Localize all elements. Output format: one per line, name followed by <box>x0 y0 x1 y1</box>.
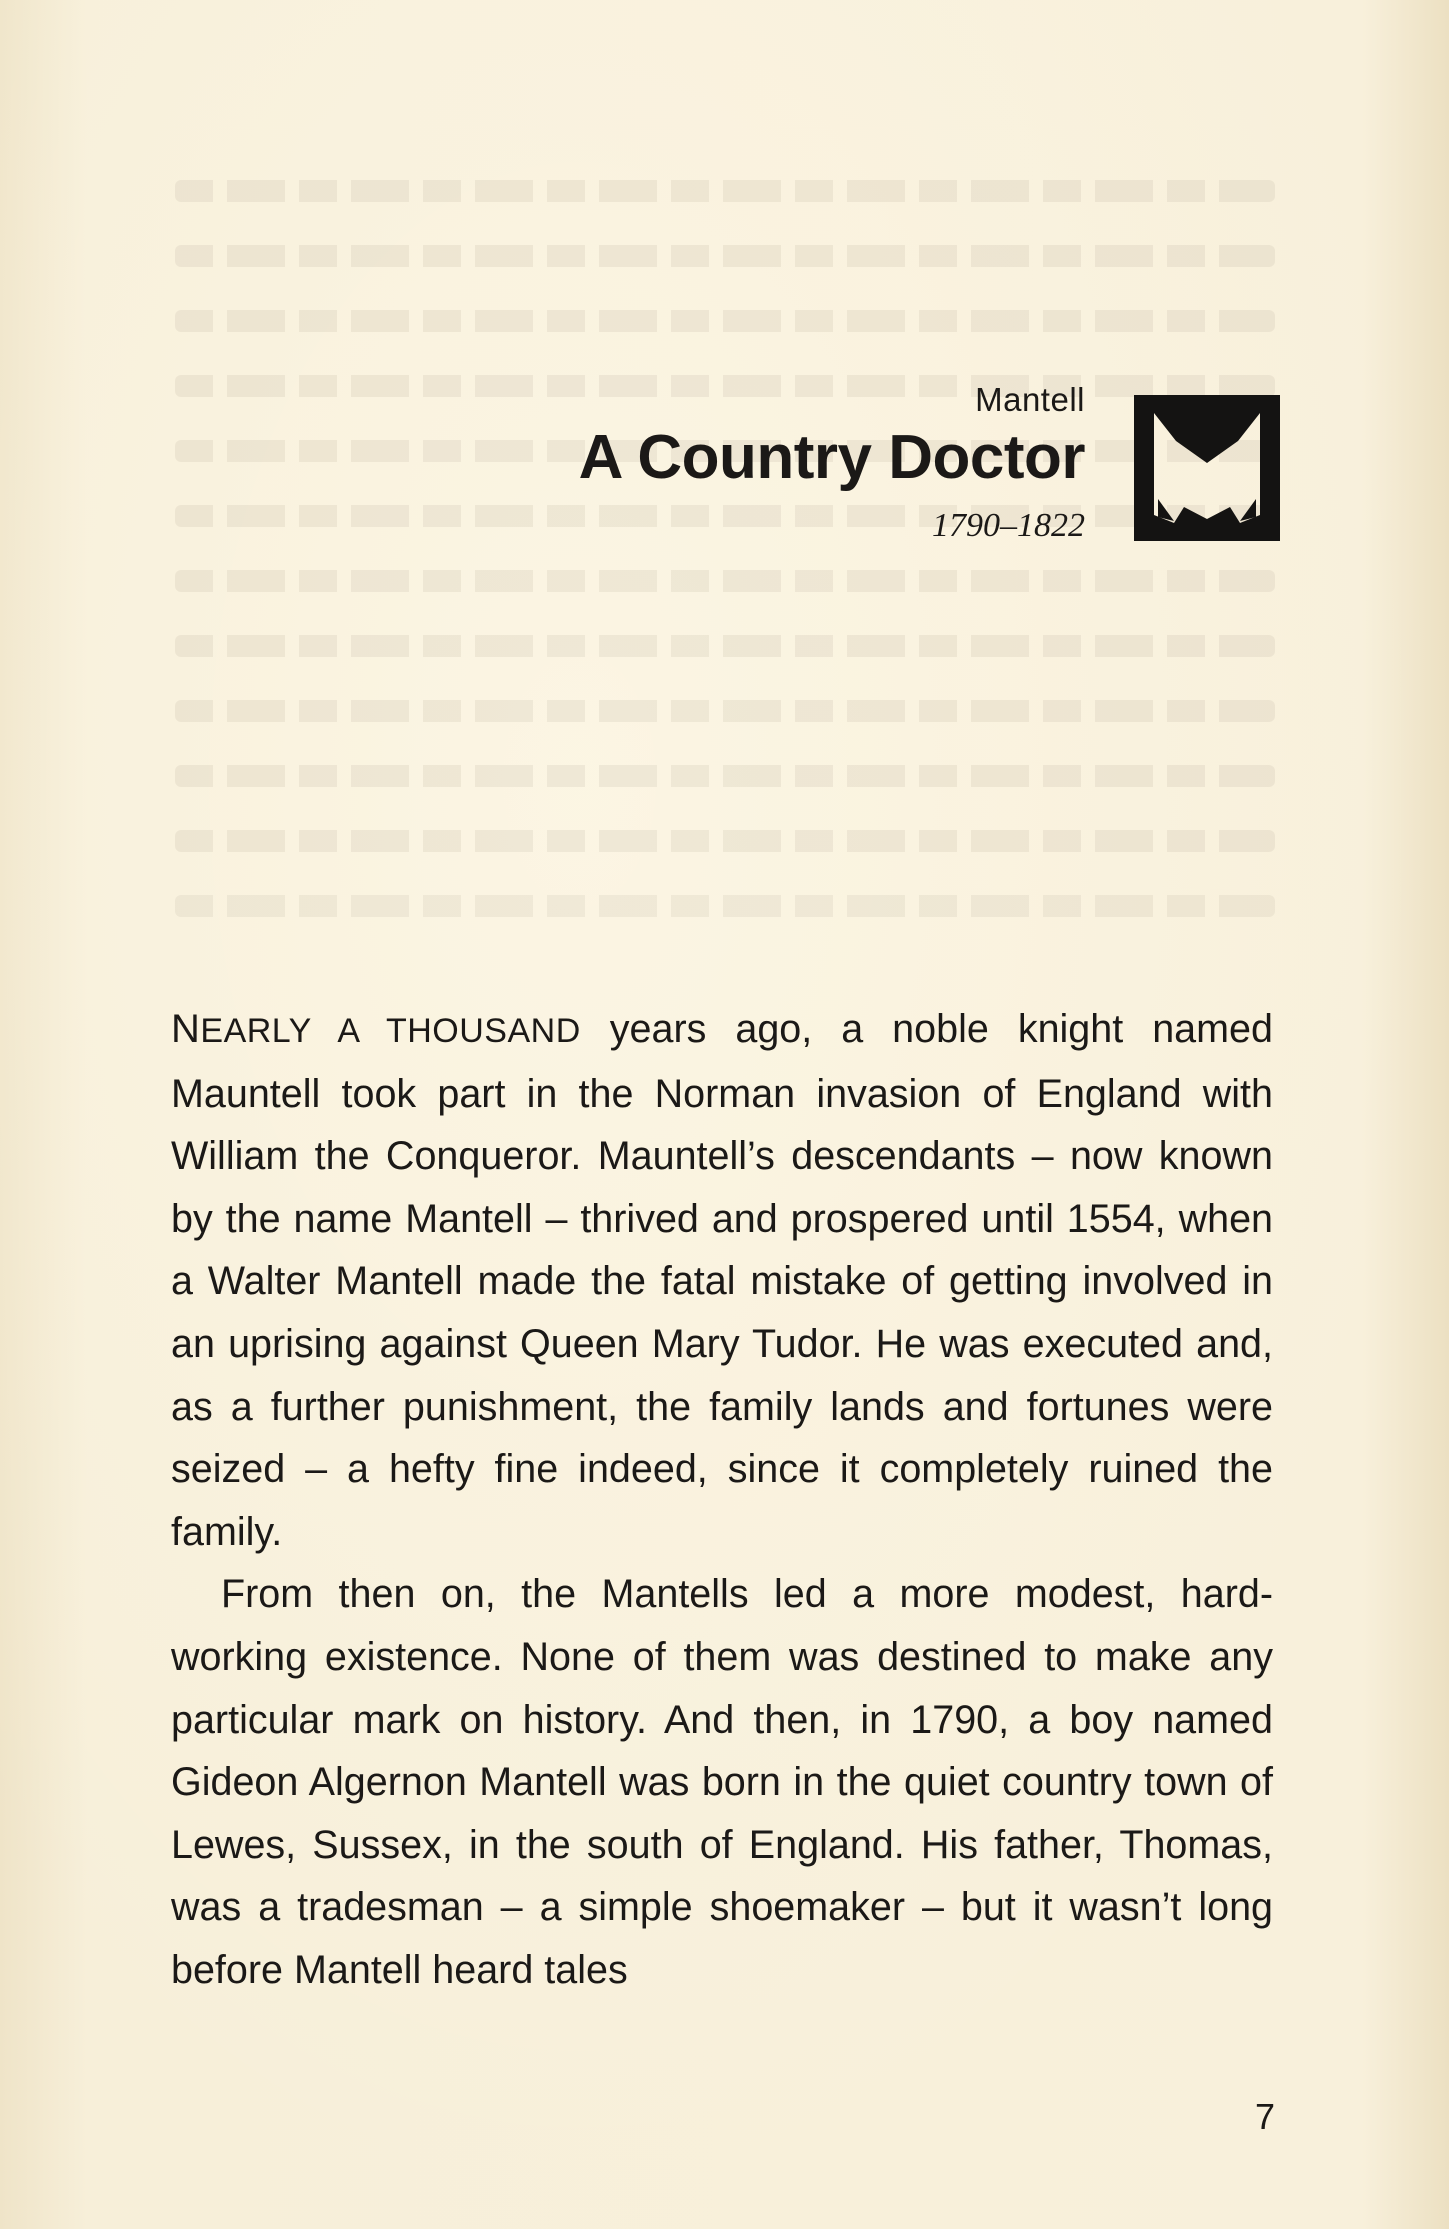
chapter-header <box>579 380 1085 546</box>
opening-small-caps: NEARLY A THOUSAND <box>171 1007 581 1051</box>
chapter-title: A Country Doctor <box>578 423 1085 492</box>
chapter-body <box>171 998 1273 2002</box>
paragraph-2: From then on, the Mantells led a more modest, hard-working existence. None of them was destined to make any particular mark on history. And then, in 1790, a boy named Gideon Algernon Mantell was born in the quiet country town of Lewes, Sussex, in the south of England. His father, Thomas, was a tradesman – a simple shoemaker – but it wasn’t long before Mantell heard tales <box>171 1572 1273 1992</box>
m-monogram-icon <box>1134 395 1280 541</box>
paragraph-1: NEARLY A THOUSAND years ago, a noble knight named Mauntell took part in the Norman invasion of England with William the Conqueror. Mauntell’s descendants – now known by the name Mantell – thrived and prospered until 1554, when a Walter Mantell made the fatal mistake of getting involved in an uprising against Queen Mary Tudor. He was executed and, as a further punishment, the family lands and fortunes were seized – a hefty fine indeed, since it completely ruined the family. <box>171 1007 1273 1554</box>
series-name: Mantell <box>975 381 1085 418</box>
reverse-page-bleed <box>175 180 1275 960</box>
page-number: 7 <box>1255 2096 1276 2137</box>
chapter-years: 1790–1822 <box>932 507 1085 544</box>
